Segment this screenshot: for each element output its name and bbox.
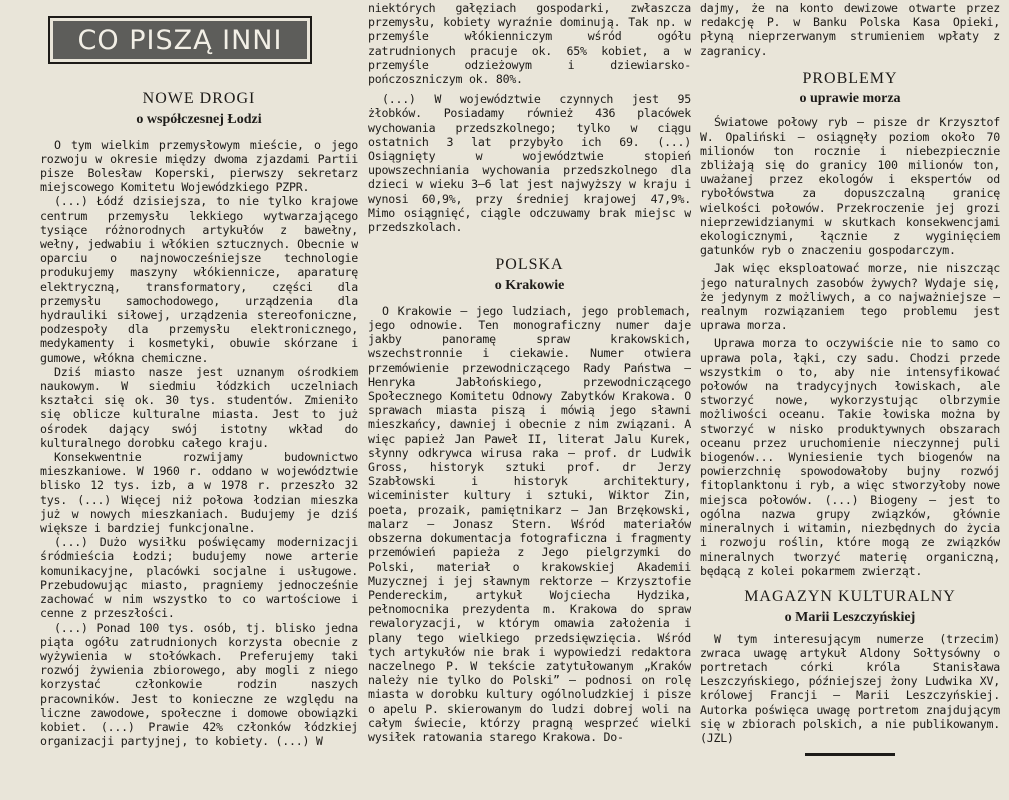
lodz-heading: NOWE DROGI [142, 90, 256, 107]
magazyn-paragraph: W tym interesującym numerze (trzecim) zwraca uwagę artykuł Aldony Sołtysówny o portretach córki króla Stanisława Leszczyńskiego, późniejszej żony Ludwika XV, królowej Francji — Marii Leszczyńskiej. Autorka poświęca uwagę portretom znajdującym się w zbiorach polskich, a nie publikowanym. (JZL) [700, 631, 1000, 745]
magazyn-heading: MAGAZYN KULTURALNY [744, 587, 956, 605]
column-2 [368, 0, 691, 800]
krakow-heading: POLSKA [495, 256, 564, 274]
lodz-paragraph: (...) Dużo wysiłku poświęcamy modernizacji śródmieścia Łodzi; budujemy nowe arterie komunikacyjne, placówki socjalne i usługowe. Przebudowując miasto, pragniemy jednocześnie zachować w nim wszystko to co wartościowe i cenne z przeszłości. [40, 535, 358, 621]
lodz-paragraph: (...) Ponad 100 tys. osób, tj. blisko jedna piąta ogółu zatrudnionych korzysta obecnie z wyżywienia w stołówkach. Preferujemy taki rozwój żywienia zbiorowego, aby mogli z niego korzystać członkowie rodzin naszych pracowników. Jest to konieczne ze względu na liczne zawodowe, społeczne i domowe obowiązki kobiet. (...) Prawie 42% członków łódzkiej organizacji partyjnej, to kobiety. (...) W [40, 620, 358, 749]
masthead-title: CO PISZĄ INNI [53, 21, 307, 59]
masthead-box [48, 16, 312, 64]
krakow-article [368, 304, 691, 744]
krakow-cont-paragraph: dajmy, że na konto dewizowe otwarte przez redakcję P. w Banku Polska Kasa Opieki, płyną nieprzerwanym strumieniem wpłaty z zagranicy. [700, 1, 1000, 58]
morze-heading: PROBLEMY [802, 69, 898, 87]
lodz-subheading: o współczesnej Łodzi [136, 111, 262, 127]
column-1 [40, 0, 358, 800]
lodz-cont-paragraph: (...) W województwie czynnych jest 95 żłobków. Posiadamy również 436 placówek wychowania przedszkolnego; tylko w ciągu ostatnich 3 lat przybyło ich 69. (...) Osiągnięty w województwie stopień upowszechniania wychowania przedszkolnego dla dzieci w wieku 3—6 lat jest najwyższy w kraju i wynosi 60,9%, przy średniej krajowej 47,9%. Mimo osiągnięć, ciągle odczuwamy brak miejsc w przedszkolach. [368, 92, 691, 235]
magazyn-subheading: o Marii Leszczyńskiej [784, 609, 916, 625]
lodz-cont-paragraph: niektórych gałęziach gospodarki, zwłaszcza przemysłu, kobiety wyraźnie dominują. Tak np. w przemyśle włókienniczym wśród ogółu zatrudnionych pracuje ok. 65% kobiet, a w przemyśle odzieżowym i dziewiarsko-pończoszniczym ok. 80%. [368, 1, 691, 87]
magazyn-article [700, 632, 1000, 746]
morze-article [700, 115, 1000, 578]
lodz-paragraph: Dziś miasto nasze jest uznanym ośrodkiem naukowym. W siedmiu łódzkich uczelniach kształci się ok. 30 tys. studentów. Zmieniło się oblicze kulturalne miasta. Jest to już ośrodek dający swój istotny wkład do kulturalnego dorobku całego kraju. [40, 364, 358, 450]
lodz-article [40, 138, 358, 749]
morze-paragraph: Jak więc eksploatować morze, nie niszcząc jego naturalnych zasobów żywych? Wydaje się, że jedynym z możliwych, a co najważniejsze — realnym rozwiązaniem tego problemu jest uprawa morza. [700, 261, 1000, 333]
end-rule [805, 753, 895, 756]
morze-subheading: o uprawie morza [799, 91, 901, 107]
lodz-continued [368, 1, 691, 234]
krakow-paragraph: O Krakowie — jego ludziach, jego problemach, jego odnowie. Ten monograficzny numer daje jakby panoramę spraw krakowskich, wszechstronnie i ciekawie. Numer otwiera przemówienie przewodniczącego Rady Państwa — Henryka Jabłońskiego, przewodniczącego Społecznego Komitetu Odnowy Zabytków Krakowa. O sprawach miasta piszą i mówią jego sławni mieszkańcy, dawniej i obecnie z nim związani. A więc papież Jan Paweł II, literat Jalu Kurek, słynny odkrywca wirusa raka — prof. dr Ludwik Gross, historyk sztuki prof. dr Jerzy Szabłowski i historyk architektury, wiceminister kultury i sztuki, Wiktor Zin, poeta, prozaik, pamiętnikarz — Jan Brzękowski, malarz — Jonasz Stern. Wśród materiałów obszerna dokumentacja fotograficzna i fragmenty przemówień papieża z Jego pielgrzymki do Polski, materiał o krakowskiej Akademii Muzycznej i jej sławnym rektorze — Krzysztofie Pendereckim, artykuł Wojciecha Hydzika, pełnomocnika prezydenta m. Krakowa do spraw rewaloryzacji, w którym omawia założenia i plany tego wielkiego przedsięwzięcia. Wśród tych artykułów nie brak i wypowiedzi redaktora naczelnego P. W tekście zatytułowanym „Kraków należy nie tylko do Polski” — podnosi on rolę miasta w dorobku kultury ogólnoludzkiej i pisze o apelu P. skierowanym do ludzi dobrej woli na całym świecie, którzy pragną wesprzeć wielki wysiłek ratowania starego Krakowa. Do- [368, 303, 691, 744]
lodz-paragraph: (...) Łódź dzisiejsza, to nie tylko krajowe centrum przemysłu lekkiego wytwarzającego tysiące różnorodnych artykułów z bawełny, wełny, jedwabiu i włókien sztucznych. Obecnie w oparciu o najnowocześniejsze technologie produkujemy maszyny włókiennicze, aparaturę elektryczną, transformatory, części dla przemysłu samochodowego, urządzenia dla hydrauliki siłowej, urządzenia stereofoniczne, podzespoły dla przemysłu elektronicznego, medykamenty i kosmetyki, obuwie skórzane i gumowe, włókna chemiczne. [40, 194, 358, 365]
krakow-continued [700, 1, 1000, 58]
column-3 [700, 0, 1000, 800]
lodz-paragraph: O tym wielkim przemysłowym mieście, o jego rozwoju w okresie między dwoma zjazdami Partii pisze Bolesław Koperski, pierwszy sekretarz miejscowego Komitetu Wojewódzkiego PZPR. [40, 137, 358, 195]
morze-paragraph: Światowe połowy ryb — pisze dr Krzysztof W. Opaliński — osiągnęły poziom około 70 milionów ton rocznie i niebezpiecznie zbliżają się do granicy 100 milionów ton, uważanej przez ekologów i ekspertów od rybołówstwa za dopuszczalną granicę wielkości połowów. Przekroczenie jej grozi nieprzewidzianymi w skutkach konsekwencjami ekologicznymi, łącznie z wyginięciem gatunków ryb o znaczeniu gospodarczym. [700, 115, 1000, 258]
morze-paragraph: Uprawa morza to oczywiście nie to samo co uprawa pola, łąki, czy sadu. Chodzi przede wszystkim o to, aby nie intensyfikować połowów na tradycyjnych łowiskach, ale stworzyć nowe, wykorzystując olbrzymie możliwości oceanu. Takie łowiska można by stworzyć w nisko produktywnych obszarach oceanu przez uruchomienie nieczynnej puli biogenów... Wyniesienie tych biogenów na powierzchnię spowodowałoby bujny rozwój fitoplanktonu i ryb, a więc stworzyłoby nowe miejsca połowów. (...) Biogeny — jest to ogólna nazwa grupy związków, głównie mineralnych i witamin, niezbędnych do życia i rozwoju roślin, które mogą ze związków mineralnych tworzyć materię organiczną, będącą z kolei pokarmem zwierząt. [700, 336, 1000, 578]
lodz-paragraph: Konsekwentnie rozwijamy budownictwo mieszkaniowe. W 1960 r. oddano w województwie blisko 12 tys. izb, a w 1978 r. przeszło 32 tys. (...) Więcej niż połowa łodzian mieszka już w nowych mieszkaniach. Budujemy je dziś większe i bardziej funkcjonalne. [40, 450, 358, 536]
krakow-subheading: o Krakowie [494, 277, 565, 293]
